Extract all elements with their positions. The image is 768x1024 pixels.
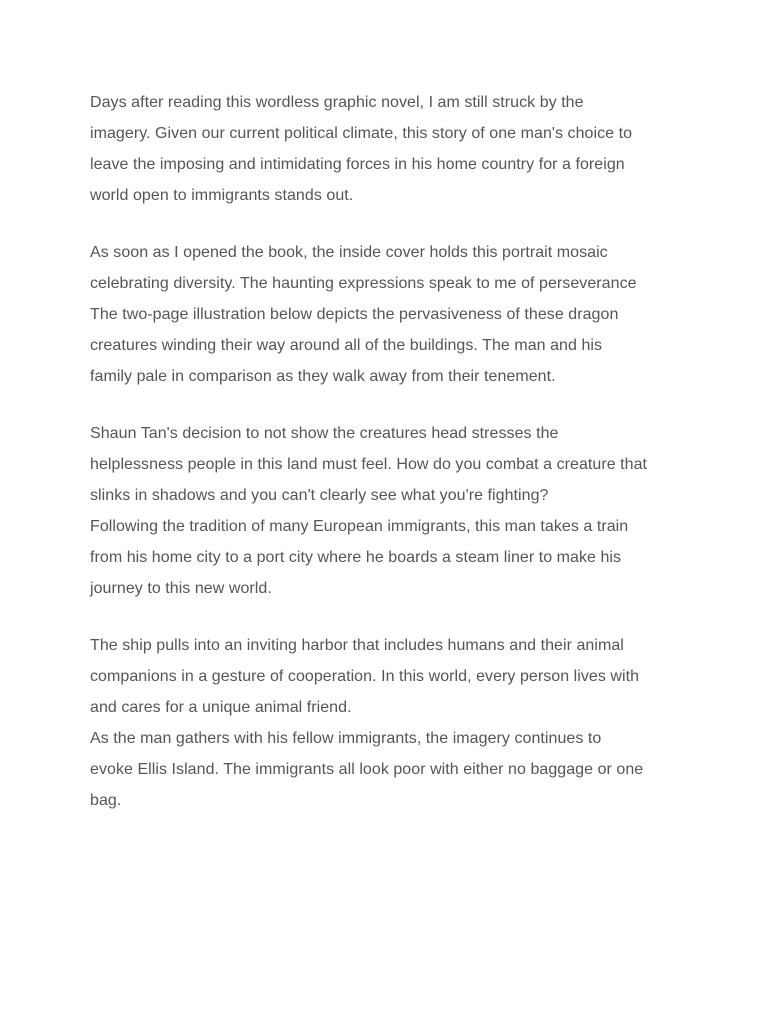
document-body bbox=[90, 87, 690, 842]
text-line: Days after reading this wordless graphic novel, I am still struck by the bbox=[90, 94, 584, 111]
paragraph-2 bbox=[90, 237, 690, 392]
text-line: imagery. Given our current political climate, this story of one man's choice to bbox=[90, 125, 633, 142]
text-line: bag. bbox=[90, 792, 122, 809]
text-line: Shaun Tan's decision to not show the creatures head stresses the bbox=[90, 425, 559, 442]
text-line: celebrating diversity. The haunting expressions speak to me of perseverance bbox=[90, 275, 637, 292]
text-line: family pale in comparison as they walk away from their tenement. bbox=[90, 368, 556, 385]
text-line: slinks in shadows and you can't clearly see what you're fighting? bbox=[90, 487, 549, 504]
text-line: Following the tradition of many European immigrants, this man takes a train bbox=[90, 518, 629, 535]
paragraph-4 bbox=[90, 630, 690, 816]
text-line: from his home city to a port city where he boards a steam liner to make his bbox=[90, 549, 622, 566]
text-line: The ship pulls into an inviting harbor that includes humans and their animal bbox=[90, 637, 624, 654]
text-line: journey to this new world. bbox=[90, 580, 272, 597]
text-line: helplessness people in this land must feel. How do you combat a creature that bbox=[90, 456, 648, 473]
text-line: evoke Ellis Island. The immigrants all look poor with either no baggage or one bbox=[90, 761, 644, 778]
text-line: The two-page illustration below depicts the pervasiveness of these dragon bbox=[90, 306, 619, 323]
text-line: As the man gathers with his fellow immigrants, the imagery continues to bbox=[90, 730, 602, 747]
paragraph-3 bbox=[90, 418, 690, 604]
text-line: creatures winding their way around all of the buildings. The man and his bbox=[90, 337, 603, 354]
text-line: As soon as I opened the book, the inside cover holds this portrait mosaic bbox=[90, 244, 608, 261]
text-line: companions in a gesture of cooperation. In this world, every person lives with bbox=[90, 668, 640, 685]
text-line: leave the imposing and intimidating forces in his home country for a foreign bbox=[90, 156, 625, 173]
text-line: world open to immigrants stands out. bbox=[90, 187, 354, 204]
text-line: and cares for a unique animal friend. bbox=[90, 699, 352, 716]
paragraph-1 bbox=[90, 87, 690, 211]
